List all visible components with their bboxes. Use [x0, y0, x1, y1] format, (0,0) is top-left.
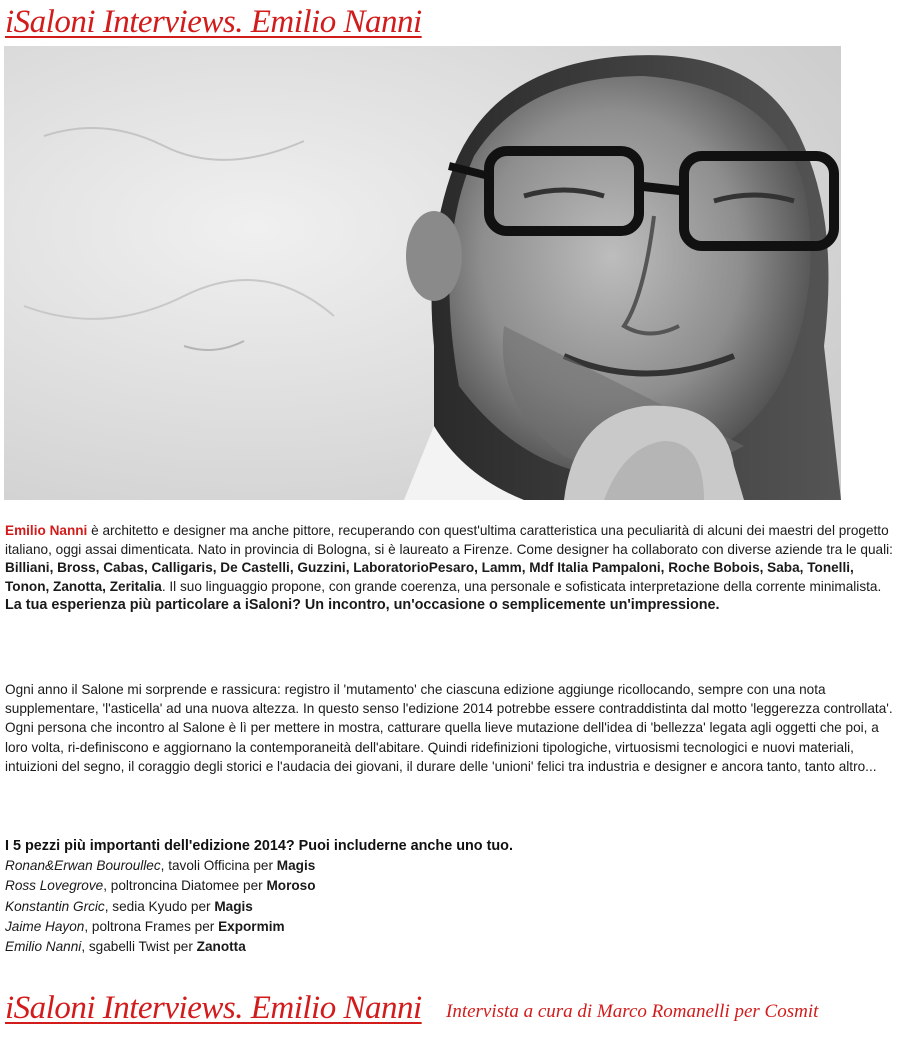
question-2: I 5 pezzi più importanti dell'edizione 2014? Puoi includerne anche uno tuo.	[5, 838, 513, 854]
list-item	[5, 856, 893, 876]
pick-item: , poltroncina Diatomee per	[103, 878, 267, 894]
pick-designer: Konstantin Grcic	[5, 898, 105, 914]
pick-item: , sgabelli Twist per	[81, 939, 197, 955]
portrait-photo	[4, 46, 841, 500]
list-item	[5, 937, 893, 957]
portrait-illustration	[4, 46, 841, 500]
pick-company: Expormim	[218, 918, 285, 934]
pick-designer: Jaime Hayon	[5, 918, 85, 934]
footer-title: iSaloni Interviews. Emilio Nanni	[5, 990, 422, 1026]
pick-company: Magis	[214, 898, 253, 914]
question-1: La tua esperienza più particolare a iSaloni? Un incontro, un'occasione o semplicemente un'impressione.	[5, 597, 720, 614]
pick-company: Zanotta	[196, 939, 246, 955]
pick-item: , tavoli Officina per	[160, 858, 277, 873]
pick-company: Magis	[276, 858, 316, 873]
bio-companies: Billiani, Bross, Cabas, Calligaris, De Castelli, Guzzini, LaboratorioPesaro, Lamm, Mdf Italia Pampaloni, Roche Bobois, Saba, Tonelli, Tonon, Zanotta, Zeritalia	[5, 560, 854, 594]
pick-item: , sedia Kyudo per	[104, 898, 215, 914]
pick-company: Moroso	[266, 878, 316, 894]
designer-name: Emilio Nanni	[5, 523, 88, 538]
list-item	[5, 876, 893, 896]
picks-list	[5, 856, 893, 957]
bio-section	[5, 522, 893, 615]
interview-credit: Intervista a cura di Marco Romanelli per Cosmit	[446, 1001, 819, 1022]
list-item	[5, 917, 893, 937]
bio-paragraph	[5, 522, 893, 596]
pick-designer: Ross Lovegrove	[5, 878, 104, 894]
page-title: iSaloni Interviews. Emilio Nanni	[5, 4, 422, 40]
pick-designer: Emilio Nanni	[5, 939, 82, 955]
answer-1: Ogni anno il Salone mi sorprende e rassicura: registro il 'mutamento' che ciascuna edizione aggiunge ricollocando, sempre con una nota supplementare, 'l'asticella' ad una nuova altezza. In questo senso l'edizione 2014 potrebbe essere contraddistinta dal motto 'leggerezza controllata'. Ogni persona che incontro al Salone è lì per mettere in mostra, catturare quella lieve mutazione dell'idea di 'bellezza' legata agli oggetti che poi, a loro volta, ri-definiscono e aggiornano la contemporaneità dell'abitare. Quindi ridefinizioni tipologiche, virtuosismi tecnologici e nuovi materiali, intuizioni del segno, il coraggio degli storici e l'audacia dei giovani, il durare delle 'unioni' felici tra industria e designer e ancora tanto, tanto altro...	[5, 682, 893, 774]
pick-item: , poltrona Frames per	[84, 918, 219, 934]
pick-designer: Ronan&Erwan Bouroullec	[5, 858, 161, 873]
bio-outro: . Il suo linguaggio propone, con grande coerenza, una personale e sofisticata interpretazione della corrente minimalista.	[161, 578, 882, 594]
list-item	[5, 897, 893, 917]
bio-intro: è architetto e designer ma anche pittore, recuperando con quest'ultima caratteristica una peculiarità di alcuni dei maestri del progetto italiano, oggi assai dimenticata. Nato in provincia di Bologna, si è laureato a Firenze. Come designer ha collaborato con diverse aziende tra le quali:	[5, 523, 893, 557]
